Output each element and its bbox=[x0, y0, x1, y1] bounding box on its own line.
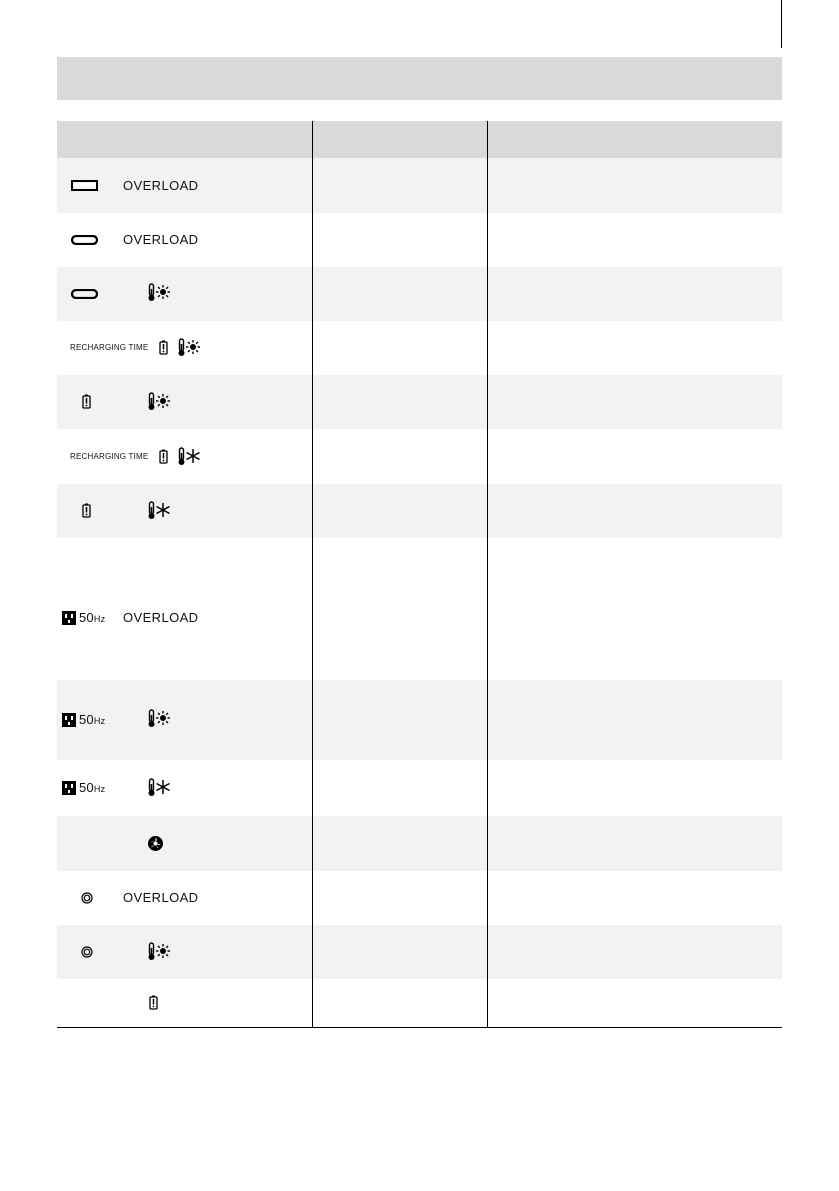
table-row bbox=[57, 429, 782, 484]
solution-cell bbox=[487, 158, 782, 213]
display-cell bbox=[57, 375, 312, 429]
solution-cell bbox=[487, 375, 782, 429]
wireless-charging-icon bbox=[81, 892, 93, 904]
table-row bbox=[57, 484, 782, 538]
frequency-unit: Hz bbox=[93, 614, 106, 624]
display-cell bbox=[57, 680, 312, 760]
display-cell bbox=[57, 267, 312, 321]
overload-label: OVERLOAD bbox=[123, 178, 199, 193]
high-temperature-icon bbox=[147, 283, 173, 303]
fan-icon bbox=[147, 835, 164, 852]
overload-label: OVERLOAD bbox=[123, 232, 199, 247]
high-temperature-icon bbox=[147, 942, 173, 962]
display-cell bbox=[57, 484, 312, 538]
cause-cell bbox=[312, 538, 487, 680]
error-table bbox=[57, 121, 782, 1028]
usb-c-port-icon bbox=[71, 235, 98, 245]
display-cell bbox=[57, 158, 312, 213]
frequency-value: 50 bbox=[79, 712, 94, 727]
header-cell-solution bbox=[487, 121, 782, 158]
cause-cell bbox=[312, 158, 487, 213]
table-row bbox=[57, 375, 782, 429]
solution-cell bbox=[487, 680, 782, 760]
table-row bbox=[57, 213, 782, 267]
table-row bbox=[57, 158, 782, 213]
low-temperature-icon bbox=[177, 447, 203, 467]
table-row bbox=[57, 979, 782, 1027]
frequency-unit: Hz bbox=[93, 784, 106, 794]
cause-cell bbox=[312, 760, 487, 816]
display-cell bbox=[57, 925, 312, 979]
ac-outlet-icon bbox=[62, 611, 76, 625]
battery-alert-icon bbox=[149, 995, 158, 1010]
display-cell bbox=[57, 213, 312, 267]
solution-cell bbox=[487, 760, 782, 816]
display-cell bbox=[57, 538, 312, 680]
error-code-table bbox=[57, 121, 782, 1028]
solution-cell bbox=[487, 871, 782, 925]
display-cell bbox=[57, 871, 312, 925]
usb-a-port-icon bbox=[71, 180, 98, 191]
table-row bbox=[57, 871, 782, 925]
frequency-readout bbox=[79, 610, 105, 625]
header-cell-cause bbox=[312, 121, 487, 158]
frequency-unit: Hz bbox=[93, 716, 106, 726]
table-row bbox=[57, 816, 782, 871]
frequency-value: 50 bbox=[79, 780, 94, 795]
high-temperature-icon bbox=[147, 392, 173, 412]
table-row bbox=[57, 267, 782, 321]
cause-cell bbox=[312, 213, 487, 267]
crop-mark bbox=[781, 0, 782, 48]
solution-cell bbox=[487, 979, 782, 1027]
cause-cell bbox=[312, 267, 487, 321]
solution-cell bbox=[487, 213, 782, 267]
solution-cell bbox=[487, 925, 782, 979]
section-title-bar bbox=[57, 57, 782, 100]
table-row bbox=[57, 925, 782, 979]
frequency-value: 50 bbox=[79, 610, 94, 625]
high-temperature-icon bbox=[147, 709, 173, 729]
cause-cell bbox=[312, 321, 487, 375]
table-header-row bbox=[57, 121, 782, 158]
overload-label: OVERLOAD bbox=[123, 890, 199, 905]
display-cell bbox=[57, 429, 312, 484]
high-temperature-icon bbox=[177, 338, 203, 358]
cause-cell bbox=[312, 429, 487, 484]
cause-cell bbox=[312, 375, 487, 429]
table-row bbox=[57, 680, 782, 760]
frequency-readout bbox=[79, 712, 105, 727]
solution-cell bbox=[487, 321, 782, 375]
battery-alert-icon bbox=[82, 394, 91, 409]
solution-cell bbox=[487, 267, 782, 321]
wireless-charging-icon bbox=[81, 946, 93, 958]
display-cell bbox=[57, 816, 312, 871]
solution-cell bbox=[487, 484, 782, 538]
table-row bbox=[57, 321, 782, 375]
cause-cell bbox=[312, 680, 487, 760]
table-row bbox=[57, 760, 782, 816]
cause-cell bbox=[312, 816, 487, 871]
battery-alert-icon bbox=[159, 449, 168, 464]
battery-alert-icon bbox=[82, 503, 91, 518]
recharging-time-label: RECHARGING TIME bbox=[70, 343, 149, 352]
header-cell-display bbox=[57, 121, 312, 158]
cause-cell bbox=[312, 925, 487, 979]
display-cell bbox=[57, 979, 312, 1027]
solution-cell bbox=[487, 429, 782, 484]
solution-cell bbox=[487, 816, 782, 871]
overload-label: OVERLOAD bbox=[123, 610, 199, 625]
ac-outlet-icon bbox=[62, 713, 76, 727]
display-cell bbox=[57, 760, 312, 816]
cause-cell bbox=[312, 871, 487, 925]
battery-alert-icon bbox=[159, 340, 168, 355]
ac-outlet-icon bbox=[62, 781, 76, 795]
low-temperature-icon bbox=[147, 778, 173, 798]
usb-c-port-icon bbox=[71, 289, 98, 299]
recharging-time-label: RECHARGING TIME bbox=[70, 452, 149, 461]
table-row bbox=[57, 538, 782, 680]
cause-cell bbox=[312, 484, 487, 538]
solution-cell bbox=[487, 538, 782, 680]
frequency-readout bbox=[79, 780, 105, 795]
low-temperature-icon bbox=[147, 501, 173, 521]
cause-cell bbox=[312, 979, 487, 1027]
display-cell bbox=[57, 321, 312, 375]
